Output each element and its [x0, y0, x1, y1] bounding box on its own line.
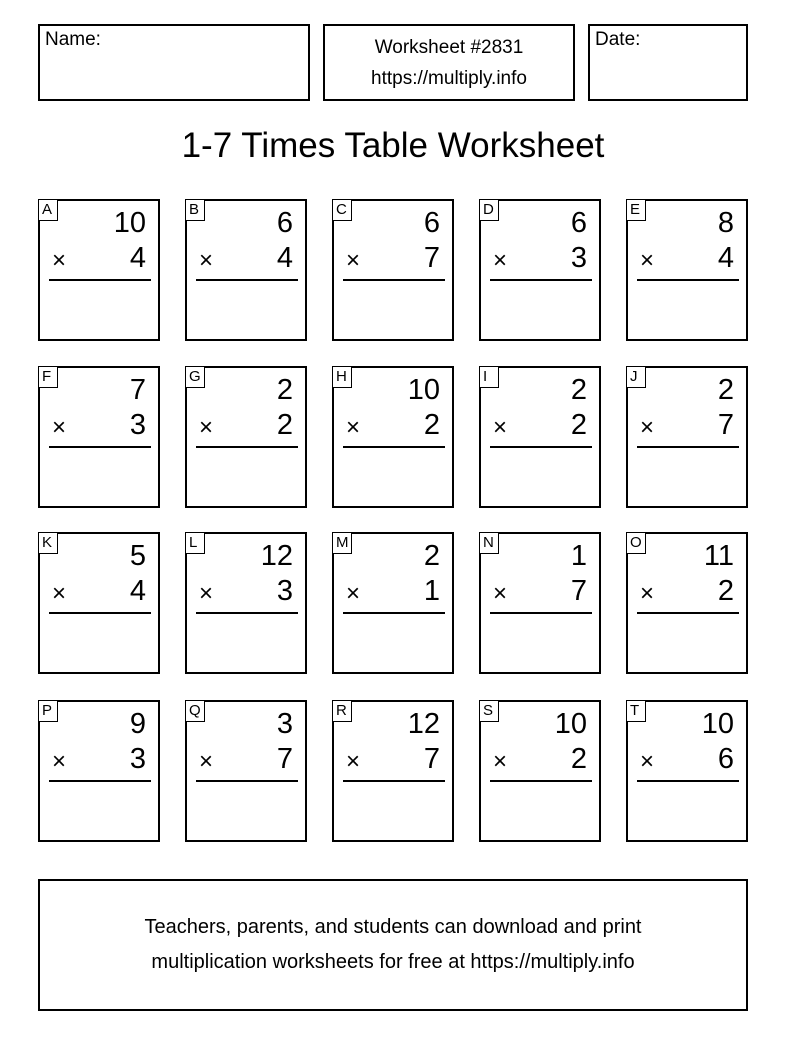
times-sign: ×: [52, 748, 67, 775]
problem-letter: O: [626, 532, 646, 554]
problem-letter: E: [626, 199, 646, 221]
multiplicand: 5: [129, 540, 146, 572]
times-sign: ×: [199, 247, 214, 274]
problem-letter: N: [479, 532, 499, 554]
problem-card: [626, 366, 748, 508]
multiplier: 3: [570, 242, 587, 274]
name-label: Name:: [45, 29, 101, 50]
problem-card: [185, 366, 307, 508]
answer-line: [49, 446, 151, 448]
multiplicand: 2: [276, 374, 293, 406]
times-sign: ×: [52, 580, 67, 607]
multiplicand: 10: [113, 207, 146, 239]
problem-card: [626, 700, 748, 842]
answer-area[interactable]: [485, 618, 595, 668]
problem-card: [332, 366, 454, 508]
multiplicand: 10: [407, 374, 440, 406]
problem-letter: P: [38, 700, 58, 722]
multiplier: 3: [276, 575, 293, 607]
answer-line: [490, 446, 592, 448]
times-sign: ×: [199, 748, 214, 775]
page-title: 1-7 Times Table Worksheet: [181, 126, 605, 165]
times-sign: ×: [52, 247, 67, 274]
multiplicand: 2: [570, 374, 587, 406]
answer-line: [196, 612, 298, 614]
problem-letter: M: [332, 532, 352, 554]
multiplicand: 2: [717, 374, 734, 406]
problem-card: [38, 366, 160, 508]
footer-box: [38, 879, 748, 1011]
problem-letter: I: [479, 366, 499, 388]
problem-card: [332, 199, 454, 341]
problem-letter: L: [185, 532, 205, 554]
multiplier: 7: [717, 409, 734, 441]
problem-letter: K: [38, 532, 58, 554]
answer-area[interactable]: [338, 786, 448, 836]
worksheet-url[interactable]: https://multiply.info: [371, 67, 527, 89]
times-sign: ×: [199, 414, 214, 441]
problem-card: [185, 700, 307, 842]
problem-letter: B: [185, 199, 205, 221]
times-sign: ×: [493, 580, 508, 607]
multiplier: 2: [570, 743, 587, 775]
problem-letter: Q: [185, 700, 205, 722]
answer-line: [343, 780, 445, 782]
problem-letter: D: [479, 199, 499, 221]
problem-letter: H: [332, 366, 352, 388]
multiplier: 7: [570, 575, 587, 607]
problem-card: [479, 199, 601, 341]
multiplicand: 6: [570, 207, 587, 239]
answer-area[interactable]: [338, 452, 448, 502]
date-field[interactable]: [588, 24, 748, 101]
multiplicand: 10: [701, 708, 734, 740]
multiplicand: 1: [570, 540, 587, 572]
problem-letter: G: [185, 366, 205, 388]
problem-letter: A: [38, 199, 58, 221]
problem-card: [332, 700, 454, 842]
times-sign: ×: [493, 414, 508, 441]
answer-area[interactable]: [191, 618, 301, 668]
answer-line: [196, 279, 298, 281]
times-sign: ×: [640, 247, 655, 274]
worksheet-id: Worksheet #2831: [374, 36, 524, 58]
answer-area[interactable]: [632, 452, 742, 502]
answer-line: [490, 780, 592, 782]
problem-card: [38, 700, 160, 842]
answer-area[interactable]: [485, 786, 595, 836]
problem-card: [479, 700, 601, 842]
problem-card: [479, 366, 601, 508]
multiplier: 4: [717, 242, 734, 274]
answer-line: [637, 612, 739, 614]
multiplier: 2: [423, 409, 440, 441]
multiplier: 4: [129, 242, 146, 274]
times-sign: ×: [52, 414, 67, 441]
answer-line: [49, 612, 151, 614]
multiplicand: 3: [276, 708, 293, 740]
answer-line: [49, 780, 151, 782]
answer-line: [637, 780, 739, 782]
multiplicand: 7: [129, 374, 146, 406]
answer-line: [637, 279, 739, 281]
answer-line: [343, 612, 445, 614]
name-field[interactable]: [38, 24, 310, 101]
problem-card: [185, 199, 307, 341]
date-label: Date:: [595, 29, 641, 50]
multiplicand: 6: [276, 207, 293, 239]
footer-line-2: multiplication worksheets for free at https://multiply.info: [151, 951, 635, 973]
problem-letter: F: [38, 366, 58, 388]
times-sign: ×: [346, 247, 361, 274]
answer-line: [343, 279, 445, 281]
multiplicand: 12: [260, 540, 293, 572]
answer-area[interactable]: [485, 285, 595, 335]
answer-area[interactable]: [632, 285, 742, 335]
problem-card: [479, 532, 601, 674]
multiplicand: 12: [407, 708, 440, 740]
times-sign: ×: [640, 414, 655, 441]
multiplicand: 10: [554, 708, 587, 740]
multiplicand: 9: [129, 708, 146, 740]
multiplier: 3: [129, 409, 146, 441]
times-sign: ×: [346, 414, 361, 441]
answer-line: [196, 446, 298, 448]
answer-line: [637, 446, 739, 448]
multiplicand: 11: [703, 540, 734, 572]
footer-line-1: Teachers, parents, and students can download and print: [144, 916, 642, 938]
times-sign: ×: [640, 580, 655, 607]
answer-area[interactable]: [632, 618, 742, 668]
multiplicand: 8: [717, 207, 734, 239]
problem-card: [626, 532, 748, 674]
problem-card: [38, 532, 160, 674]
worksheet-info-box: [323, 24, 575, 101]
answer-area[interactable]: [485, 452, 595, 502]
multiplier: 7: [276, 743, 293, 775]
times-sign: ×: [346, 580, 361, 607]
problem-card: [38, 199, 160, 341]
answer-line: [196, 780, 298, 782]
problem-letter: S: [479, 700, 499, 722]
multiplier: 1: [423, 575, 440, 607]
problem-letter: J: [626, 366, 646, 388]
multiplier: 2: [276, 409, 293, 441]
multiplier: 4: [276, 242, 293, 274]
times-sign: ×: [493, 748, 508, 775]
answer-area[interactable]: [44, 786, 154, 836]
answer-line: [49, 279, 151, 281]
problem-letter: T: [626, 700, 646, 722]
problem-letter: R: [332, 700, 352, 722]
problem-card: [332, 532, 454, 674]
answer-line: [343, 446, 445, 448]
answer-area[interactable]: [44, 452, 154, 502]
multiplier: 4: [129, 575, 146, 607]
answer-area[interactable]: [44, 285, 154, 335]
answer-area[interactable]: [191, 452, 301, 502]
multiplier: 7: [423, 242, 440, 274]
answer-line: [490, 612, 592, 614]
answer-area[interactable]: [191, 285, 301, 335]
multiplier: 7: [423, 743, 440, 775]
answer-line: [490, 279, 592, 281]
answer-area[interactable]: [191, 786, 301, 836]
problem-card: [185, 532, 307, 674]
problem-letter: C: [332, 199, 352, 221]
answer-area[interactable]: [338, 618, 448, 668]
multiplier: 2: [570, 409, 587, 441]
answer-area[interactable]: [632, 786, 742, 836]
multiplicand: 2: [423, 540, 440, 572]
times-sign: ×: [199, 580, 214, 607]
times-sign: ×: [640, 748, 655, 775]
multiplier: 6: [717, 743, 734, 775]
answer-area[interactable]: [338, 285, 448, 335]
times-sign: ×: [346, 748, 361, 775]
multiplicand: 6: [423, 207, 440, 239]
times-sign: ×: [493, 247, 508, 274]
problem-card: [626, 199, 748, 341]
multiplier: 3: [129, 743, 146, 775]
multiplier: 2: [717, 575, 734, 607]
answer-area[interactable]: [44, 618, 154, 668]
